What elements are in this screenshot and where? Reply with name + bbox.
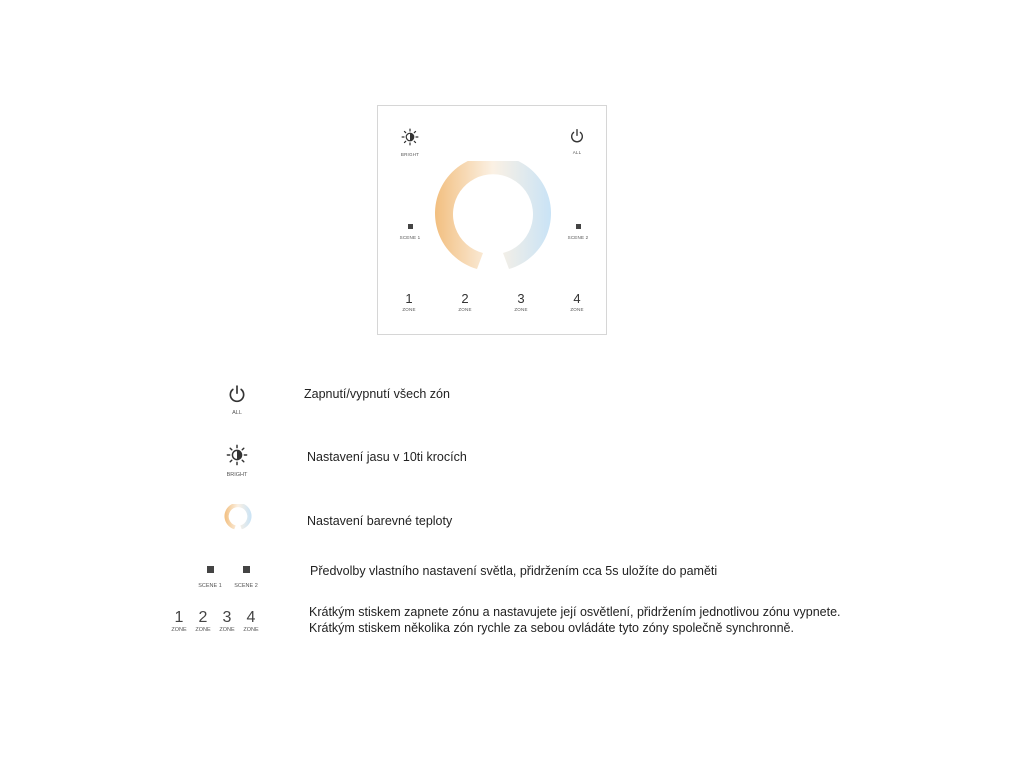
legend-zone-3 (215, 609, 239, 633)
legend-zone-4 (239, 609, 263, 633)
color-temperature-ring[interactable] (433, 161, 553, 281)
legend-color-temp-description: Nastavení barevné teploty (307, 514, 453, 528)
zone-1-number: 1 (405, 291, 413, 306)
legend-bright-icon-group (222, 444, 252, 478)
bright-control[interactable] (396, 128, 424, 157)
color-temperature-ring-icon (224, 504, 252, 532)
zone-2-number: 2 (461, 291, 469, 306)
zone-3-number: 3 (517, 291, 525, 306)
zone-1-button[interactable] (399, 292, 419, 312)
scene-1-square-icon (207, 566, 214, 573)
all-label: ALL (572, 150, 582, 155)
zone-3-label: ZONE (514, 307, 528, 312)
legend-zone-4-label: ZONE (243, 627, 259, 633)
legend-zone-2 (191, 609, 215, 633)
scene-1-square-icon (408, 224, 413, 229)
legend-zones-description-line2: Krátkým stiskem několika zón rychle za sebou ovládáte tyto zóny společně synchronně. (309, 621, 794, 635)
legend-scenes-description: Předvolby vlastního nastavení světla, přidržením cca 5s uložíte do paměti (310, 564, 718, 578)
legend-color-temp-icon-group (224, 504, 252, 532)
legend-bright-description: Nastavení jasu v 10ti krocích (307, 450, 467, 464)
legend-scene-2-label: SCENE 2 (234, 583, 258, 589)
legend-zone-2-number: 2 (198, 609, 208, 626)
legend-zone-3-number: 3 (222, 609, 232, 626)
zone-4-label: ZONE (570, 307, 584, 312)
legend-bright-label: BRIGHT (226, 472, 248, 478)
legend-scenes-icon-group (192, 560, 272, 592)
brightness-icon (226, 444, 248, 466)
zone-2-button[interactable] (455, 292, 475, 312)
power-icon (227, 384, 247, 404)
bright-label: BRIGHT (400, 152, 420, 157)
legend-zone-2-label: ZONE (195, 627, 211, 633)
scene-2-button[interactable] (558, 216, 598, 240)
legend-scene-2 (228, 560, 264, 589)
zone-4-number: 4 (573, 291, 581, 306)
wall-panel (377, 105, 607, 335)
legend-zone-4-number: 4 (246, 609, 256, 626)
brightness-icon (401, 128, 419, 146)
legend-zone-1-number: 1 (174, 609, 184, 626)
all-power-control[interactable] (563, 128, 591, 155)
legend-all-icon-group (222, 384, 252, 416)
scene-2-label: SCENE 2 (567, 235, 589, 240)
legend-scene-1 (192, 560, 228, 589)
zone-2-label: ZONE (458, 307, 472, 312)
legend-all-description: Zapnutí/vypnutí všech zón (304, 387, 450, 401)
legend-zone-1-label: ZONE (171, 627, 187, 633)
legend-zone-1 (167, 609, 191, 633)
legend-zones-description-line1: Krátkým stiskem zapnete zónu a nastavujete její osvětlení, přidržením jednotlivou zónu vypnete. (309, 605, 841, 619)
zone-3-button[interactable] (511, 292, 531, 312)
power-icon (569, 128, 585, 144)
zone-1-label: ZONE (402, 307, 416, 312)
legend-zones-icon-group (167, 609, 267, 636)
scene-2-square-icon (576, 224, 581, 229)
scene-1-button[interactable] (390, 216, 430, 240)
scene-1-label: SCENE 1 (399, 235, 421, 240)
scene-2-square-icon (243, 566, 250, 573)
zone-4-button[interactable] (567, 292, 587, 312)
legend-zone-3-label: ZONE (219, 627, 235, 633)
legend-all-label: ALL (232, 410, 242, 416)
legend-scene-1-label: SCENE 1 (198, 583, 222, 589)
